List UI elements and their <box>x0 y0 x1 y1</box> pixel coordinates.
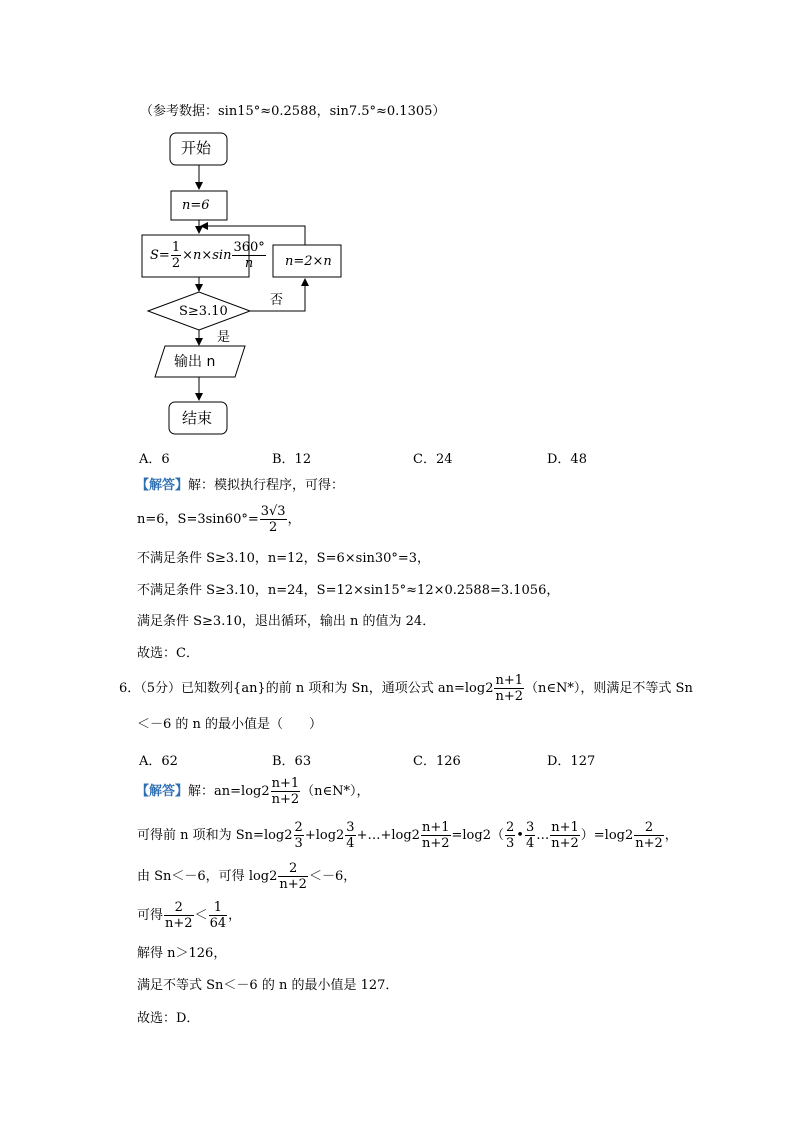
no-label: 否 <box>270 293 284 308</box>
condition-label: S≥3.10 <box>179 304 228 319</box>
q5-option-c: C．24 <box>413 452 453 467</box>
output-label: 输出 n <box>174 354 216 370</box>
q5-option-d: D．48 <box>547 452 587 467</box>
q5-solution-line1: n=6，S=3sin60°= $\frac{3√3}{2}$ ， <box>137 504 301 535</box>
reference-data-note: （参考数据：sin15°≈0.2588，sin7.5°≈0.1305） <box>140 104 446 119</box>
q5-option-a: A．6 <box>139 452 170 467</box>
q6-solution-line3: 由 Sn＜－6，可得 log2 $\frac{2}{n+2}$ ＜－6， <box>137 861 357 892</box>
q6-option-a: A．62 <box>139 754 178 769</box>
q6-option-d: D．127 <box>547 754 596 769</box>
q6-option-b: B．63 <box>272 754 312 769</box>
yes-label: 是 <box>217 330 231 345</box>
q6-solution-line4: 可得 $\frac{2}{n+2}$ ＜ $\frac{1}{64}$ ， <box>137 900 242 931</box>
q6-option-c: C．126 <box>413 754 461 769</box>
q5-solution-line3: 不满足条件 S≥3.10，n=24，S=12×sin15°≈12×0.2588=3.1056， <box>137 583 560 598</box>
q5-solution-line4: 满足条件 S≥3.10，退出循环，输出 n 的值为 24． <box>137 614 436 629</box>
q5-option-b: B．12 <box>272 452 312 467</box>
q6-solution-line6: 满足不等式 Sn＜－6 的 n 的最小值是 127． <box>137 978 399 993</box>
update-label: n=2×n <box>285 254 332 269</box>
q6-stem-line1: 6．（5分）已知数列{an}的前 n 项和为 Sn，通项公式 an=log2 $\frac{n+1}{n+2}$ （n∈N*），则满足不等式 Sn <box>119 673 693 704</box>
init-label: n=6 <box>182 198 210 213</box>
compute-label: S= $\frac{1}{2}$ ×n×sin $\frac{360^\circ}{n}$ <box>150 240 265 271</box>
q5-solution-line5: 故选：C． <box>137 646 199 661</box>
q6-solution-line5: 解得 n＞126， <box>137 946 227 961</box>
q5-solution-intro: 【解答】解：模拟执行程序，可得： <box>136 478 345 493</box>
q6-stem-line2: ＜－6 的 n 的最小值是（ ） <box>137 717 323 732</box>
q6-solution-line2: 可得前 n 项和为 Sn=log2 $\frac{2}{3}$ +log2 $\frac{3}{4}$ +…+log2 $\frac{n+1}{n+2}$ =log2（ $\frac{2}{3}$ • $\frac{3}{4}$ … $\frac{n+1}{n+2}$ ）=log2 $\frac{2}{n+2}$ ， <box>137 820 678 851</box>
start-label: 开始 <box>181 139 212 157</box>
q6-solution-line1: 【解答】解：an=log2 $\frac{n+1}{n+2}$ （n∈N*）， <box>136 776 370 807</box>
end-label: 结束 <box>182 409 213 427</box>
q5-solution-line2: 不满足条件 S≥3.10，n=12，S=6×sin30°=3， <box>137 551 431 566</box>
q6-solution-line7: 故选：D． <box>137 1011 200 1026</box>
